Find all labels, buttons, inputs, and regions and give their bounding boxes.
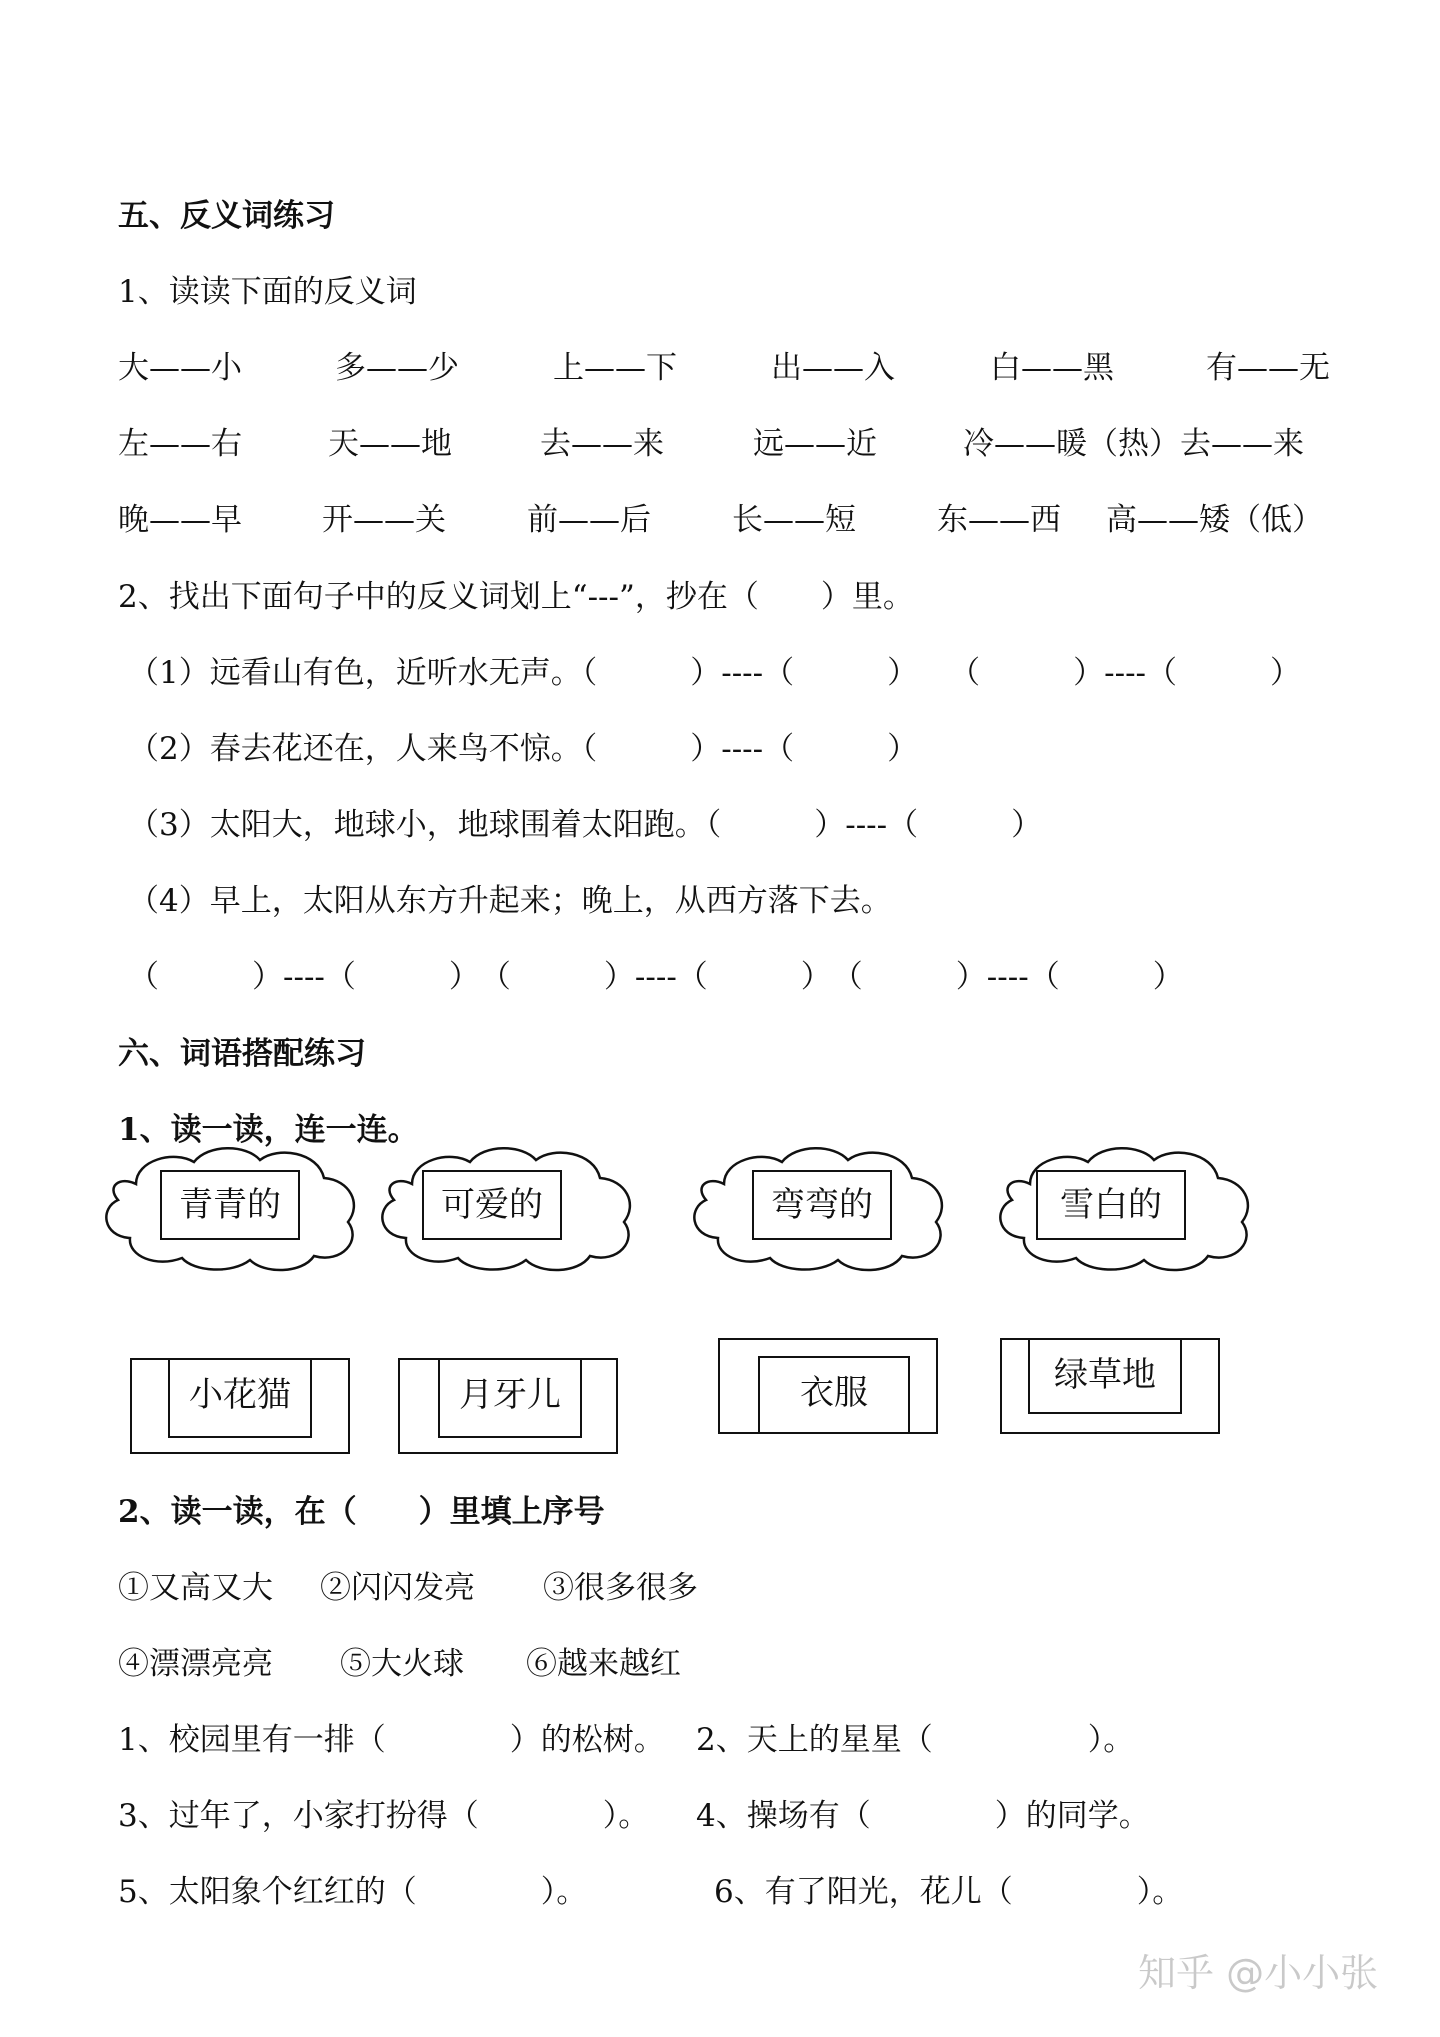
cloud-adjective-4[interactable] [990,1142,1258,1272]
cloud-word: 可爱的 [422,1170,562,1240]
option: ④漂漂亮亮 [118,1646,273,1682]
fill-sentence-4: 4、操场有（ ）的同学。 [696,1798,1150,1834]
antonym-pair: 开——关 [322,502,446,538]
cloud-word: 雪白的 [1036,1170,1186,1240]
antonym-pair: 有——无 [1206,350,1330,386]
cloud-word: 弯弯的 [752,1170,892,1240]
section5-q2: 2、找出下面句子中的反义词划上“---”，抄在（ ）里。 [118,579,914,615]
antonym-row-3 [0,500,1440,540]
antonym-pair: 远——近 [753,426,877,462]
noun-box-1[interactable] [130,1358,350,1454]
antonym-pair: 白——黑 [990,350,1114,386]
noun-word: 绿草地 [1028,1338,1182,1414]
antonym-pair: 上——下 [553,350,677,386]
noun-box-3[interactable] [718,1338,938,1434]
options-row-1 [0,1568,1440,1608]
antonym-pair: 天——地 [328,426,452,462]
antonym-pair: 晚——早 [118,502,242,538]
watermark: 知乎 @小小张 [1138,1951,1379,1995]
section5-q1: 1、读读下面的反义词 [118,274,417,310]
cloud-word: 青青的 [160,1170,300,1240]
section6-title: 六、词语搭配练习 [118,1036,366,1072]
fill-sentence-2: 2、天上的星星（ ）。 [696,1722,1135,1758]
noun-word: 衣服 [758,1356,910,1434]
antonym-pair: 东——西 [937,502,1061,538]
antonym-pair: 大——小 [118,350,242,386]
option: ⑤大火球 [340,1646,464,1682]
fill-row-3 [0,1872,1440,1912]
option: ①又高又大 [118,1570,273,1606]
cloud-adjective-2[interactable] [372,1142,640,1272]
option: ⑥越来越红 [526,1646,681,1682]
sentence-4-blanks: （ ）----（ ） （ ）----（ ） （ ）----（ ） [128,959,1184,995]
sentence-3: （3）太阳大，地球小，地球围着太阳跑。（ ）----（ ） [128,807,1043,843]
antonym-pair: 高——矮（低） [1106,502,1323,538]
antonym-row-2 [0,424,1440,464]
antonym-pair: 前——后 [527,502,651,538]
section6-q1: 1、读一读，连一连。 [118,1112,419,1148]
noun-word: 月牙儿 [438,1358,582,1438]
sentence-2: （2）春去花还在，人来鸟不惊。（ ）----（ ） [128,731,919,767]
options-row-2 [0,1644,1440,1684]
antonym-pair: 去——来 [540,426,664,462]
cloud-adjective-3[interactable] [684,1142,952,1272]
fill-sentence-3: 3、过年了，小家打扮得（ ）。 [118,1798,650,1834]
antonym-pair: 左——右 [118,426,242,462]
fill-row-1 [0,1720,1440,1760]
option: ②闪闪发亮 [320,1570,475,1606]
fill-sentence-6: 6、有了阳光，花儿（ ）。 [714,1874,1184,1910]
fill-sentence-5: 5、太阳象个红红的（ ）。 [118,1874,588,1910]
antonym-pair: 冷——暖（热）去——来 [963,426,1304,462]
noun-box-4[interactable] [1000,1338,1220,1434]
sentence-1: （1）远看山有色，近听水无声。（ ）----（ ） （ ）----（ ） [128,655,1302,691]
noun-word: 小花猫 [168,1358,312,1438]
fill-row-2 [0,1796,1440,1836]
noun-box-2[interactable] [398,1358,618,1454]
cloud-adjective-1[interactable] [96,1142,364,1272]
antonym-pair: 出——入 [771,350,895,386]
section6-q2: 2、读一读，在（ ）里填上序号 [118,1494,605,1530]
section5-title: 五、反义词练习 [118,198,335,234]
antonym-pair: 长——短 [732,502,856,538]
antonym-pair: 多——少 [335,350,459,386]
option: ③很多很多 [543,1570,698,1606]
antonym-row-1 [0,348,1440,388]
fill-sentence-1: 1、校园里有一排（ ）的松树。 [118,1722,665,1758]
sentence-4: （4）早上，太阳从东方升起来；晚上，从西方落下去。 [128,883,892,919]
